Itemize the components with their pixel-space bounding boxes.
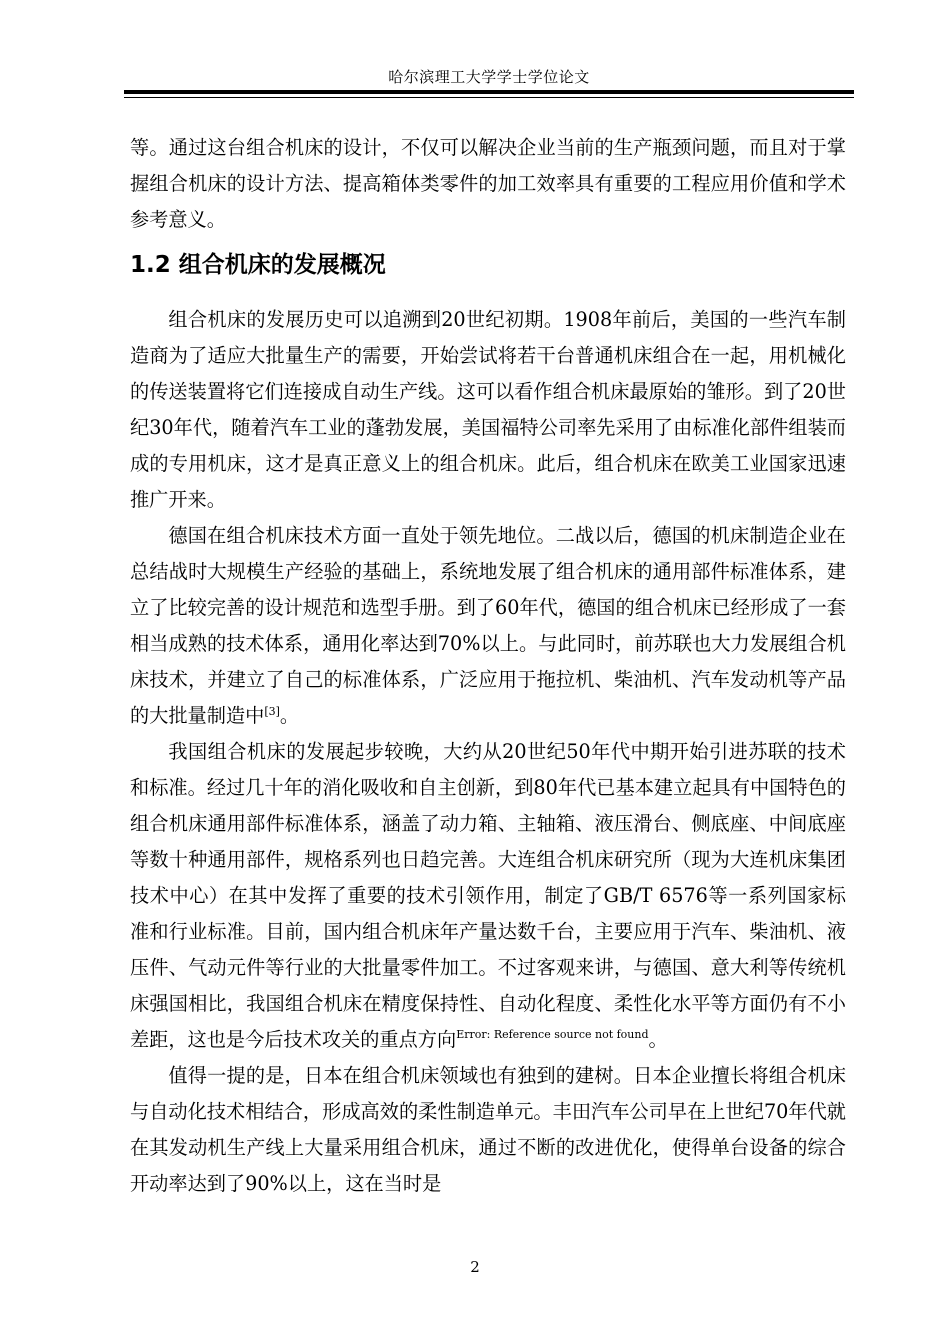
paragraph-2-end: 。 <box>279 704 300 727</box>
header-rule-thin <box>124 97 854 98</box>
running-header: 哈尔滨理工大学学士学位论文 <box>388 68 590 86</box>
paragraph-3 <box>130 734 846 1058</box>
citation-error: Error: Reference source not found <box>456 1028 649 1041</box>
paragraph-1: 组合机床的发展历史可以追溯到20世纪初期。1908年前后，美国的一些汽车制造商为了适应大批量生产的需要，开始尝试将若干台普通机床组合在一起，用机械化的传送装置将它们连接成自动生产线。这可以看作组合机床最原始的雏形。到了20世纪30年代，随着汽车工业的蓬勃发展，美国福特公司率先采用了由标准化部件组装而成的专用机床，这才是真正意义上的组合机床。此后，组合机床在欧美工业国家迅速推广开来。 <box>130 308 846 511</box>
paragraph-4: 值得一提的是，日本在组合机床领域也有独到的建树。日本企业擅长将组合机床与自动化技术相结合，形成高效的柔性制造单元。丰田汽车公司早在上世纪70年代就在其发动机生产线上大量采用组合机床，通过不断的改进优化，使得单台设备的综合开动率达到了90%以上，这在当时是 <box>130 1064 846 1195</box>
page-number: 2 <box>470 1258 480 1276</box>
paragraph-3-text: 我国组合机床的发展起步较晚，大约从20世纪50年代中期开始引进苏联的技术和标准。经过几十年的消化吸收和自主创新，到80年代已基本建立起具有中国特色的组合机床通用部件标准体系，涵盖了动力箱、主轴箱、液压滑台、侧底座、中间底座等数十种通用部件，规格系列也日趋完善。大连组合机床研究所（现为大连机床集团技术中心）在其中发挥了重要的技术引领作用，制定了GB/T 6576等一系列国家标准和行业标准。目前，国内组合机床年产量达数千台，主要应用于汽车、柴油机、液压件、气动元件等行业的大批量零件加工。不过客观来讲，与德国、意大利等传统机床强国相比，我国组合机床在精度保持性、自动化程度、柔性化水平等方面仍有不小差距，这也是今后技术攻关的重点方向 <box>130 740 846 1051</box>
paragraph-3-end: 。 <box>648 1028 668 1051</box>
page-body <box>130 130 846 1202</box>
paragraph-2 <box>130 518 846 734</box>
citation-3: [3] <box>264 705 280 718</box>
header-rule-thick <box>124 90 854 94</box>
intro-paragraph: 等。通过这台组合机床的设计，不仅可以解决企业当前的生产瓶颈问题，而且对于掌握组合机床的设计方法、提高箱体类零件的加工效率具有重要的工程应用价值和学术参考意义。 <box>130 136 846 231</box>
section-heading: 1.2 组合机床的发展概况 <box>130 252 386 278</box>
paragraph-2-text: 德国在组合机床技术方面一直处于领先地位。二战以后，德国的机床制造企业在总结战时大规模生产经验的基础上，系统地发展了组合机床的通用部件标准体系，建立了比较完善的设计规范和选型手册。到了60年代，德国的组合机床已经形成了一套相当成熟的技术体系，通用化率达到70%以上。与此同时，前苏联也大力发展组合机床技术，并建立了自己的标准体系，广泛应用于拖拉机、柴油机、汽车发动机等产品的大批量制造中 <box>130 524 846 727</box>
